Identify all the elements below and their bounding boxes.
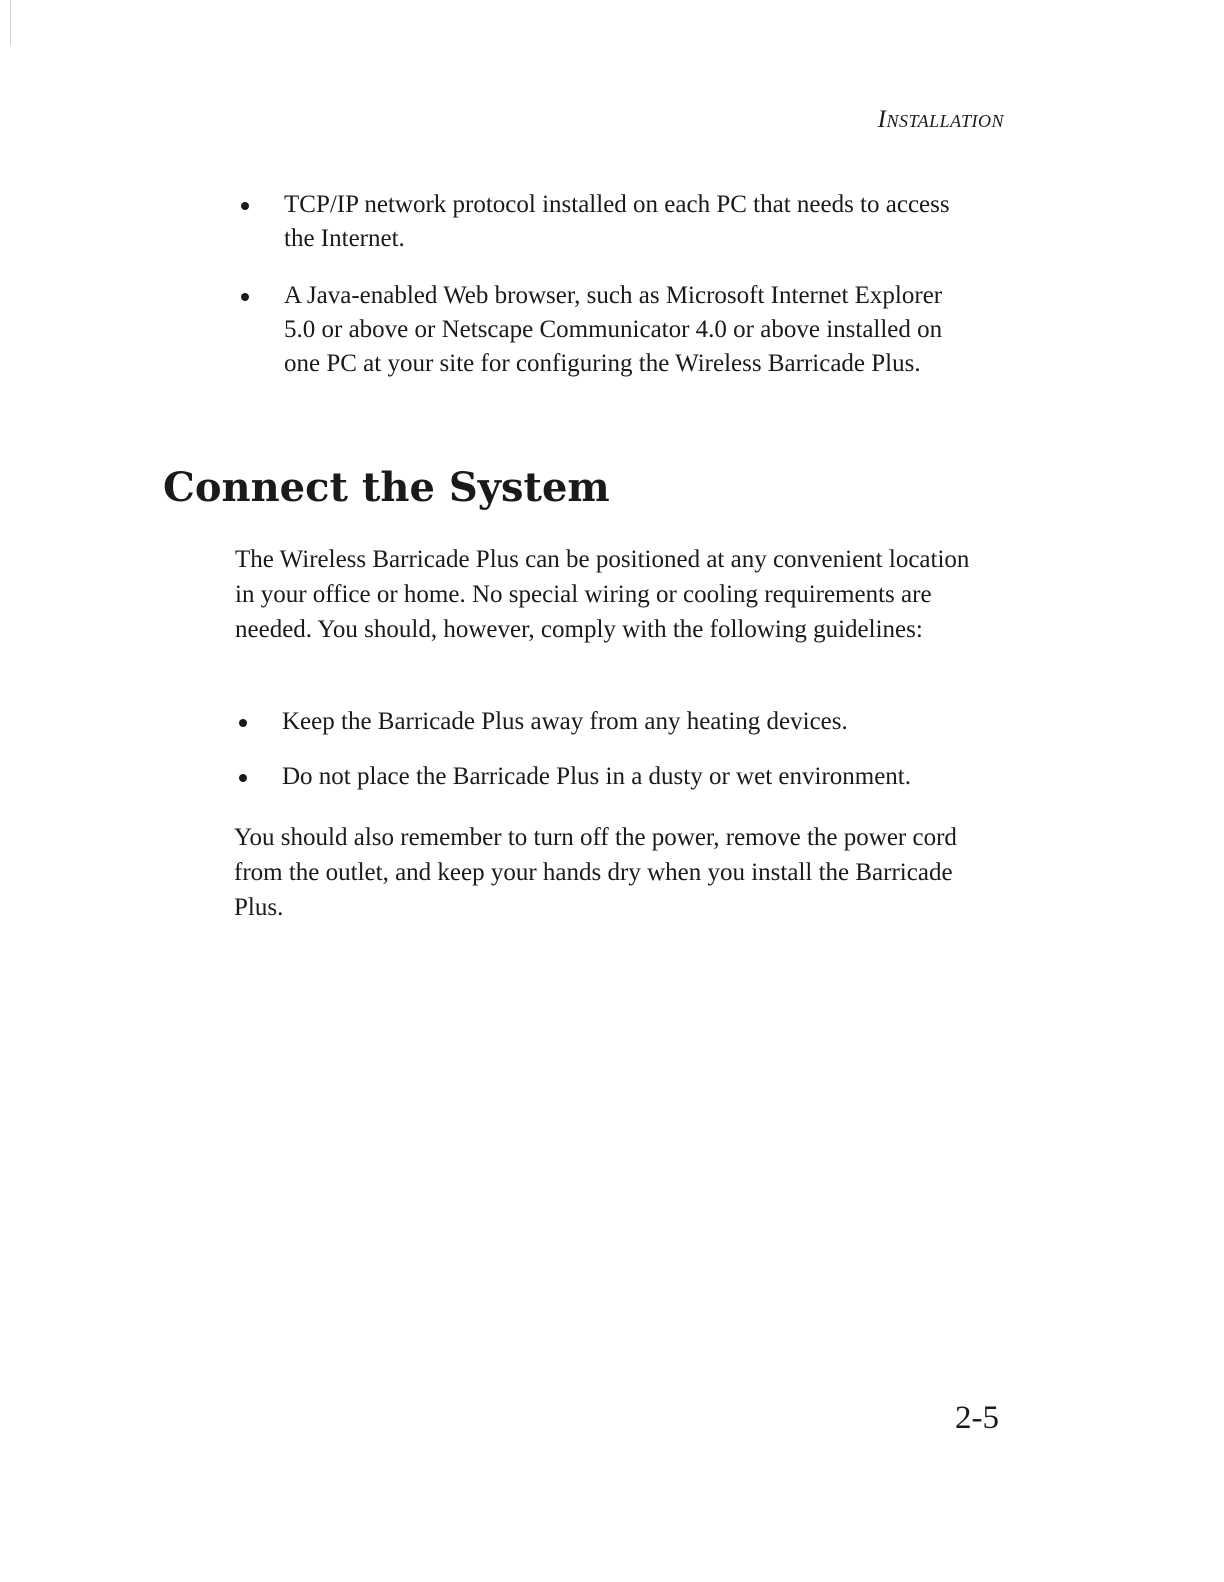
list-item-text: Keep the Barricade Plus away from any heating devices. (282, 708, 848, 735)
section-heading: Connect the System (163, 464, 610, 511)
list-item (238, 188, 978, 256)
closing-paragraph: You should also remember to turn off the power, remove the power cord from the outlet, and keep your hands dry when you install the Barricade Plus. (234, 824, 957, 921)
list-item (238, 279, 978, 381)
bullet-icon (241, 202, 249, 210)
requirements-list (238, 188, 978, 404)
guidelines-list (236, 705, 1026, 815)
running-header: Installation (877, 106, 1004, 133)
list-item-text: A Java-enabled Web browser, such as Microsoft Internet Explorer 5.0 or above or Netscape Communicator 4.0 or above installed on one PC at your site for configuring the Wireless Barricade Plus. (284, 282, 943, 377)
list-item-text: Do not place the Barricade Plus in a dusty or wet environment. (282, 763, 912, 790)
intro-paragraph: The Wireless Barricade Plus can be positioned at any convenient location in your office or home. No special wiring or cooling requirements are needed. You should, however, comply with the following guidelines: (235, 546, 970, 643)
list-item (236, 760, 1026, 794)
list-item-text: TCP/IP network protocol installed on each PC that needs to access the Internet. (284, 191, 950, 252)
bullet-icon (239, 719, 247, 727)
bullet-icon (241, 293, 249, 301)
page-edge-line (10, 0, 11, 45)
bullet-icon (239, 774, 247, 782)
page-number: 2-5 (955, 1400, 999, 1436)
list-item (236, 705, 1026, 739)
